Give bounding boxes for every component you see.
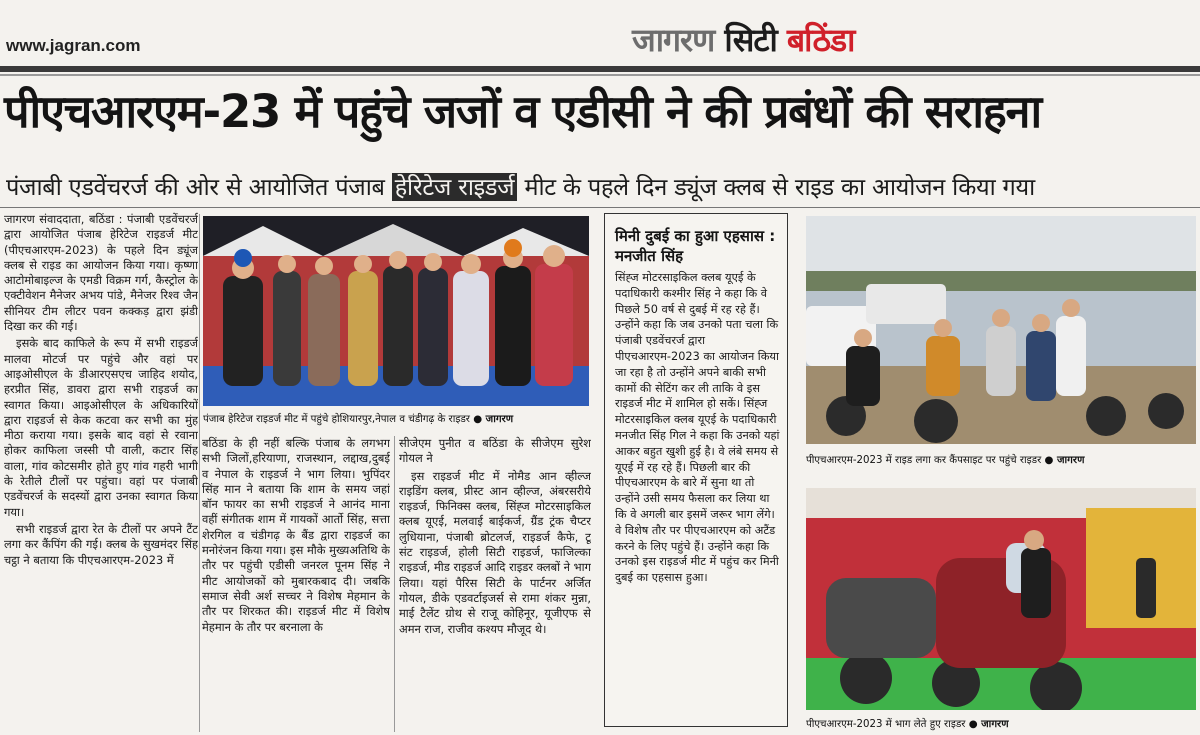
photo-caption [806,452,1084,466]
masthead-rule-thin [0,74,1200,76]
site-url[interactable]: www.jagran.com [6,36,141,55]
paragraph: सभी राइडर्ज द्वारा रेत के टीलों पर अपने टैंट लगा कर कैंपिंग की गई। क्लब के सुखमंदर सिंह चट्ठा ने बताया कि पीएचआरएम-2023 में [4,521,198,567]
brand-city: सिटी [724,21,777,59]
photo-motorcycles-illustration [806,488,1196,710]
photo-caption [203,411,513,425]
box-title: मिनी दुबई का हुआ एहसास : मनजीत सिंह [615,227,776,265]
article-column-3 [399,436,591,734]
masthead [0,0,1200,70]
subheadline [6,170,1196,204]
paragraph: जागरण संवाददाता, बठिंडा : पंजाबी एडवेंचरर्ज द्वारा आयोजित पंजाब हेरिटेज राइडर्ज मीट (पीएचआरएम-2023) के पहले दिन ड्यूंज क्लब से राइड का आयोजन किया गया। कृष्णा आटोमोबाइल्ज के एमडी विक्रम गर्ग, कैस्ट्रोल के एक्टीवेशन मैनेजर अभय पांडे, मैनेजर रिश्व जैन सीनियर टीम लीटर पवन कक्कड़ द्वारा झंडी दिखा कर की गई। [4,212,198,334]
column-divider [394,436,395,732]
photo-campsite-riders [806,216,1196,444]
caption-text: पीएचआरएम-2023 में भाग लेते हुए राइडर [806,719,966,730]
brand-logo [632,18,854,61]
photo-riders-group [203,216,589,406]
photo-riders-group-illustration [203,216,589,406]
subhead-text-2: मीट के पहले दिन ड्यूंज क्लब से राइड का आयोजन किया गया [524,173,1035,201]
column-divider [199,214,200,732]
subhead-highlight: हेरिटेज राइडर्ज [392,173,517,201]
caption-text: पंजाब हेरिटेज राइडर्ज मीट में पहुंचे होशियारपुर,नेपाल व चंडीगढ़ के राइडर [203,414,470,425]
paragraph: सीजेएम पुनीत व बठिंडा के सीजेएम सुरेश गोयल ने [399,436,591,466]
photo-credit: ● जागरण [968,719,1009,730]
article-column-1 [4,212,198,734]
subhead-text-1: पंजाबी एडवेंचरर्ज की ओर से आयोजित पंजाब [6,173,385,201]
photo-campsite-illustration [806,216,1196,444]
brand-jagran: जागरण [632,21,715,59]
divider [0,207,1200,208]
photo-motorcycles [806,488,1196,710]
photo-credit: ● जागरण [473,414,514,425]
masthead-rule [0,66,1200,72]
caption-text: पीएचआरएम-2023 में राइड लगा कर कैंपसाइट पर पहुंचे राइडर [806,455,1042,466]
photo-credit: ● जागरण [1044,455,1085,466]
headline: पीएचआरएम-23 में पहुंचे जजों व एडीसी ने की प्रबंधों की सराहना [4,85,1041,138]
paragraph: इस राइडर्ज मीट में नोमैड आन व्हील्ज राइडिंग क्लब, प्रीस्ट आन व्हील्ज, अंबरसरीये राइडर्ज, फिनिक्स क्लब, सिंह्ज मोटरसाइकिल क्लब यूएई, मलवाई बाईकर्ज, ग्रैंड ट्रंक चैप्टर लुधियाना, पंजाबी ब्रोटलर्ज, राइडर्ज कैफे, टू संट राइडर्ज, होली सिटी राइडर्ज, फाजिल्का राइडर्ज, मीड राइडर्ज आदि राइडर क्लबों ने भाग लिया। यहां पैरिस सिटी के पार्टनर अर्जित गोयल, डीके एडवर्टाइजर्स से रामा शंकर मुन्ना, माई टैलेंट ग्रोथ से राजू कोहिनूर, यूजीएफ से अमन राज, राजीव कश्यप मौजूद थे। [399,468,591,636]
article-column-2 [202,436,390,734]
paragraph: इसके बाद काफिले के रूप में सभी राइडर्ज मालवा मोटर्ज पर पहुंचे और वहां पर आइओसीएल के डीआरएसएच जाहिद शयोद, हरप्रीत सिंह, डावरा द्वारा सभी राइडर्ज का स्वागत किया। आइओसीएल के अधिकारियों द्वारा राइडर्ज से केक कटवा कर सभी का मुंह मीठा कराया गया। इसके बाद वहां से रवाना होकर काफिला जस्सी पौ वाली, कटार सिंह वाला, गांव कोटसमीर होते हुए गांव गहरी भागी के रेतीले टीलों पर पहुंचा। वहां पर पंजाबी एडवेंचरर्ज के सदस्यों द्वारा उनका स्वागत किया गया। [4,336,198,519]
sidebar-story-box [604,213,788,727]
paragraph: बठिंडा के ही नहीं बल्कि पंजाब के लगभग सभी जिलों,हरियाणा, राजस्थान, लद्दाख,दुबई व नेपाल के राइडर्ज ने भाग लिया। भुपिंदर सिंह मान ने बताया कि शाम के समय जहां बॉन फायर का सभी राइडर्ज ने आनंद माना वहीं संगीतक शाम में गायकों आर्तो सिंह, सत्ता शेरगिल व चंडीगढ़ के बैंड द्वारा राइडर्ज का मनोरंजन किया गया। इस मौके मुख्यअतिथि के तौर पर पहुंची एडीसी जनरल पूनम सिंह ने मीट आयोजकों को मुबारकबाद दी। जबकि समाज सेवी अर्श सच्चर ने विशेष मेहमान के तौर पर शिरकत की। राइडर्ज मीट में विशेष मेहमान के तौर पर बरनाला के [202,436,390,634]
box-text: सिंह्ज मोटरसाइकिल क्लब यूएई के पदाधिकारी कश्मीर सिंह ने कहा कि वे पिछले 50 वर्ष से दुबई में रह रहे हैं। उन्होंने कहा कि जब उनको पता चला कि पंजाबी एडवेंचरर्ज द्वारा पीएचआरएम-2023 का आयोजन किया जा रहा है तो उन्होंने अपने बाकी सभी कामों की सेटिंग कर ली ताकि वे इस राइडर्ज मीट में शामिल हो सकें। सिंह्ज मोटरसाइकिल क्लब यूएई के पदाधिकारी मनजीत सिंह गिल ने कहा कि उनको यहां आकर बहुत खुशी हुई है। वे लंबे समय से यूएई में रह रहे हैं। पिछली बार की पीएचआरएम के बारे में सुना था तो उन्होंने उसी समय फैसला कर लिया था कि वे अगली बार इसमें जरूर भाग लेंगे। वे विशेष तौर पर पीएचआरएम को अटैंड करने के लिए पहुंचे हैं। उन्होंने कहा कि उनको इस राइडर्ज मीट में पहुंच कर मिनी दुबई का एहसास हुआ। [615,271,780,585]
photo-caption [806,716,1009,730]
brand-bathinda: बठिंडा [786,21,855,59]
